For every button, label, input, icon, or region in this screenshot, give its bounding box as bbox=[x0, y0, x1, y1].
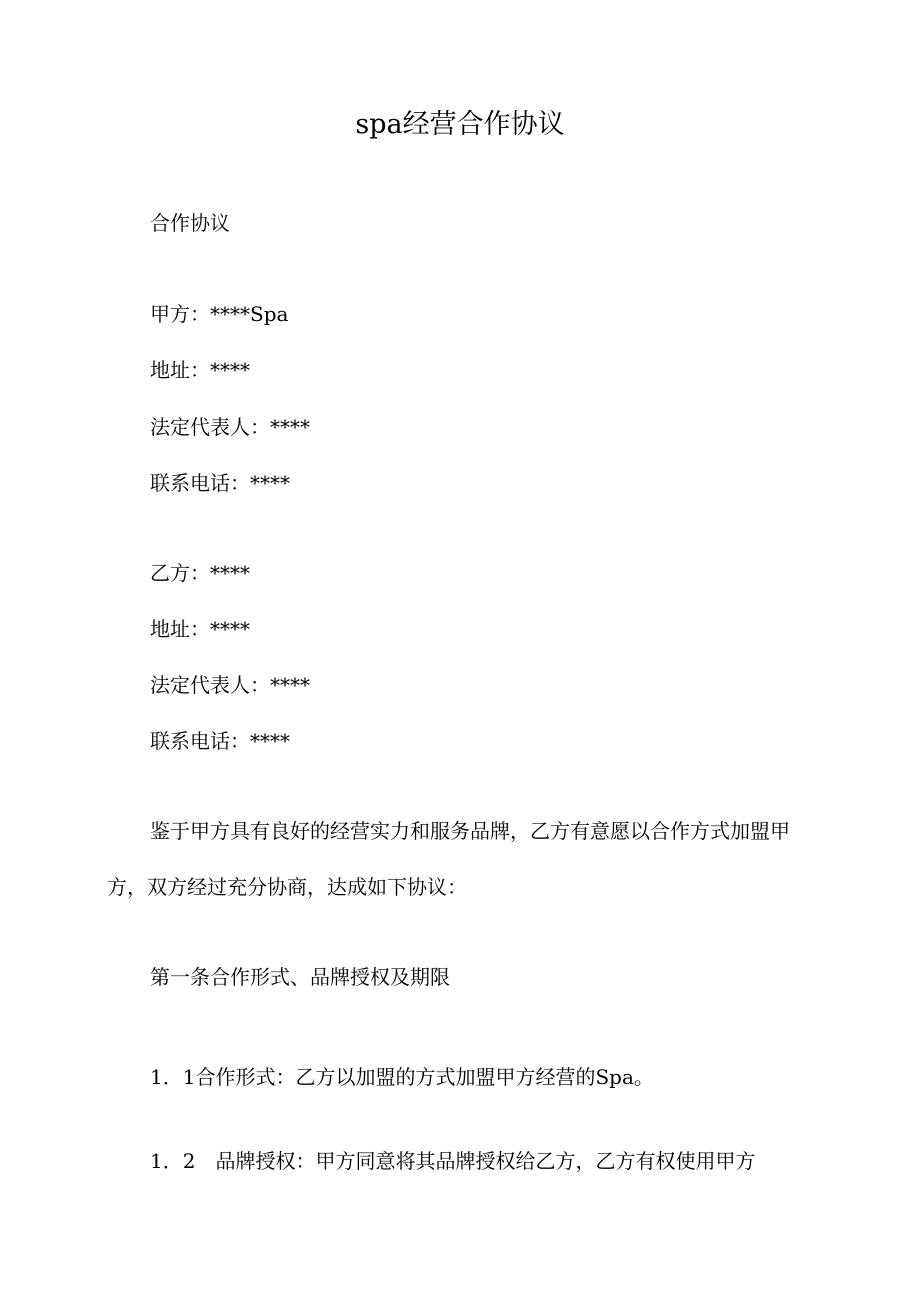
party-b-name-label: 乙方： bbox=[150, 561, 210, 585]
party-a-phone-value: **** bbox=[250, 471, 290, 495]
party-a-address-value: **** bbox=[210, 358, 250, 382]
preamble-paragraph: 鉴于甲方具有良好的经营实力和服务品牌，乙方有意愿以合作方式加盟甲方，双方经过充分协商，达成如下协议： bbox=[107, 819, 790, 899]
clause-1-2: 1．2 品牌授权：甲方同意将其品牌授权给乙方，乙方有权使用甲方 bbox=[150, 1149, 756, 1173]
party-a-phone bbox=[150, 469, 290, 497]
party-b-representative-value: **** bbox=[270, 673, 310, 697]
party-a-name bbox=[150, 300, 288, 328]
party-a-name-value: ****Spa bbox=[210, 302, 289, 326]
party-b-phone bbox=[150, 727, 290, 755]
party-b-name-value: **** bbox=[210, 561, 250, 585]
document-title: spa经营合作协议 bbox=[355, 109, 565, 140]
party-b-phone-value: **** bbox=[250, 729, 290, 753]
party-a-representative bbox=[150, 413, 310, 441]
party-b-address bbox=[150, 615, 250, 643]
agreement-subtitle: 合作协议 bbox=[150, 211, 230, 235]
article-1-heading: 第一条合作形式、品牌授权及期限 bbox=[150, 965, 450, 989]
party-a-address bbox=[150, 356, 250, 384]
party-b-phone-label: 联系电话： bbox=[150, 729, 250, 753]
party-b-name bbox=[150, 559, 250, 587]
party-b-representative-label: 法定代表人： bbox=[150, 673, 270, 697]
clause-1-1: 1．1合作形式：乙方以加盟的方式加盟甲方经营的Spa。 bbox=[150, 1065, 654, 1089]
party-a-name-label: 甲方： bbox=[150, 302, 210, 326]
party-b-address-label: 地址： bbox=[150, 617, 210, 641]
party-a-representative-label: 法定代表人： bbox=[150, 415, 270, 439]
party-a-address-label: 地址： bbox=[150, 358, 210, 382]
party-a-representative-value: **** bbox=[270, 415, 310, 439]
party-b-representative bbox=[150, 671, 310, 699]
party-a-phone-label: 联系电话： bbox=[150, 471, 250, 495]
party-b-address-value: **** bbox=[210, 617, 250, 641]
